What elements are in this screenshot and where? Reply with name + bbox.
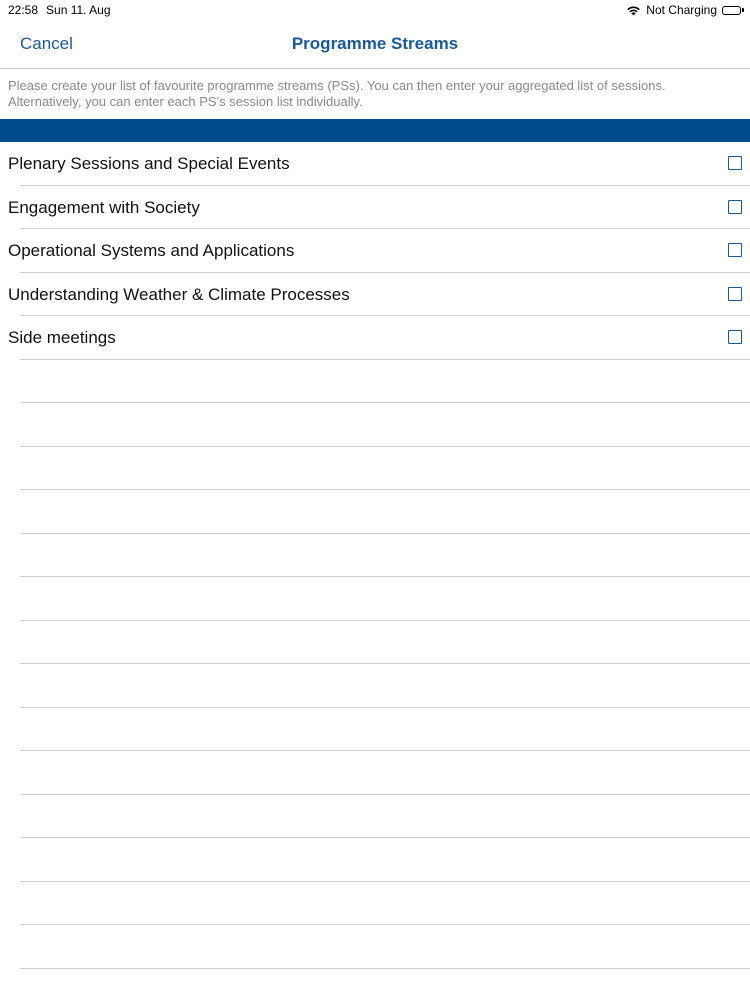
empty-row (0, 708, 750, 752)
stream-label: Operational Systems and Applications (8, 241, 295, 260)
empty-row (0, 751, 750, 795)
empty-row (0, 621, 750, 665)
empty-row (0, 925, 750, 969)
stream-row-understanding[interactable] (0, 273, 750, 317)
battery-icon (722, 5, 744, 16)
status-date: Sun 11. Aug (46, 3, 111, 17)
empty-row (0, 534, 750, 578)
stream-row-side-meetings[interactable] (0, 316, 750, 360)
stream-checkbox[interactable] (728, 243, 742, 257)
empty-row (0, 664, 750, 708)
section-header-band (0, 119, 750, 142)
charging-status: Not Charging (646, 3, 717, 17)
stream-checkbox[interactable] (728, 330, 742, 344)
empty-row (0, 403, 750, 447)
empty-row (0, 838, 750, 882)
status-indicators (626, 3, 744, 17)
empty-row (0, 490, 750, 534)
cancel-button[interactable]: Cancel (20, 34, 73, 53)
wifi-icon (626, 5, 641, 16)
stream-label: Engagement with Society (8, 197, 200, 217)
empty-table-rows (0, 360, 750, 969)
stream-row-operational[interactable] (0, 229, 750, 273)
stream-checkbox[interactable] (728, 156, 742, 170)
stream-row-engagement[interactable] (0, 186, 750, 230)
navigation-bar (0, 20, 750, 69)
instructions-text: Please create your list of favourite programme streams (PSs). You can then enter your aggregated list of sessions. Alternatively, you can enter each PS's session list individually. (8, 78, 666, 109)
empty-row (0, 882, 750, 926)
stream-label: Side meetings (8, 328, 116, 347)
empty-row (0, 447, 750, 491)
status-time: 22:58 (8, 3, 39, 17)
stream-row-plenary[interactable] (0, 142, 750, 186)
stream-checkbox[interactable] (728, 200, 742, 214)
empty-row (0, 360, 750, 404)
status-time-date (8, 3, 111, 17)
stream-checkbox[interactable] (728, 287, 742, 301)
empty-row (0, 795, 750, 839)
programme-stream-list (0, 142, 750, 360)
empty-row (0, 577, 750, 621)
status-bar (0, 0, 750, 20)
page-title: Programme Streams (291, 34, 459, 53)
stream-label: Plenary Sessions and Special Events (8, 154, 290, 173)
stream-label: Understanding Weather & Climate Processes (8, 284, 350, 304)
